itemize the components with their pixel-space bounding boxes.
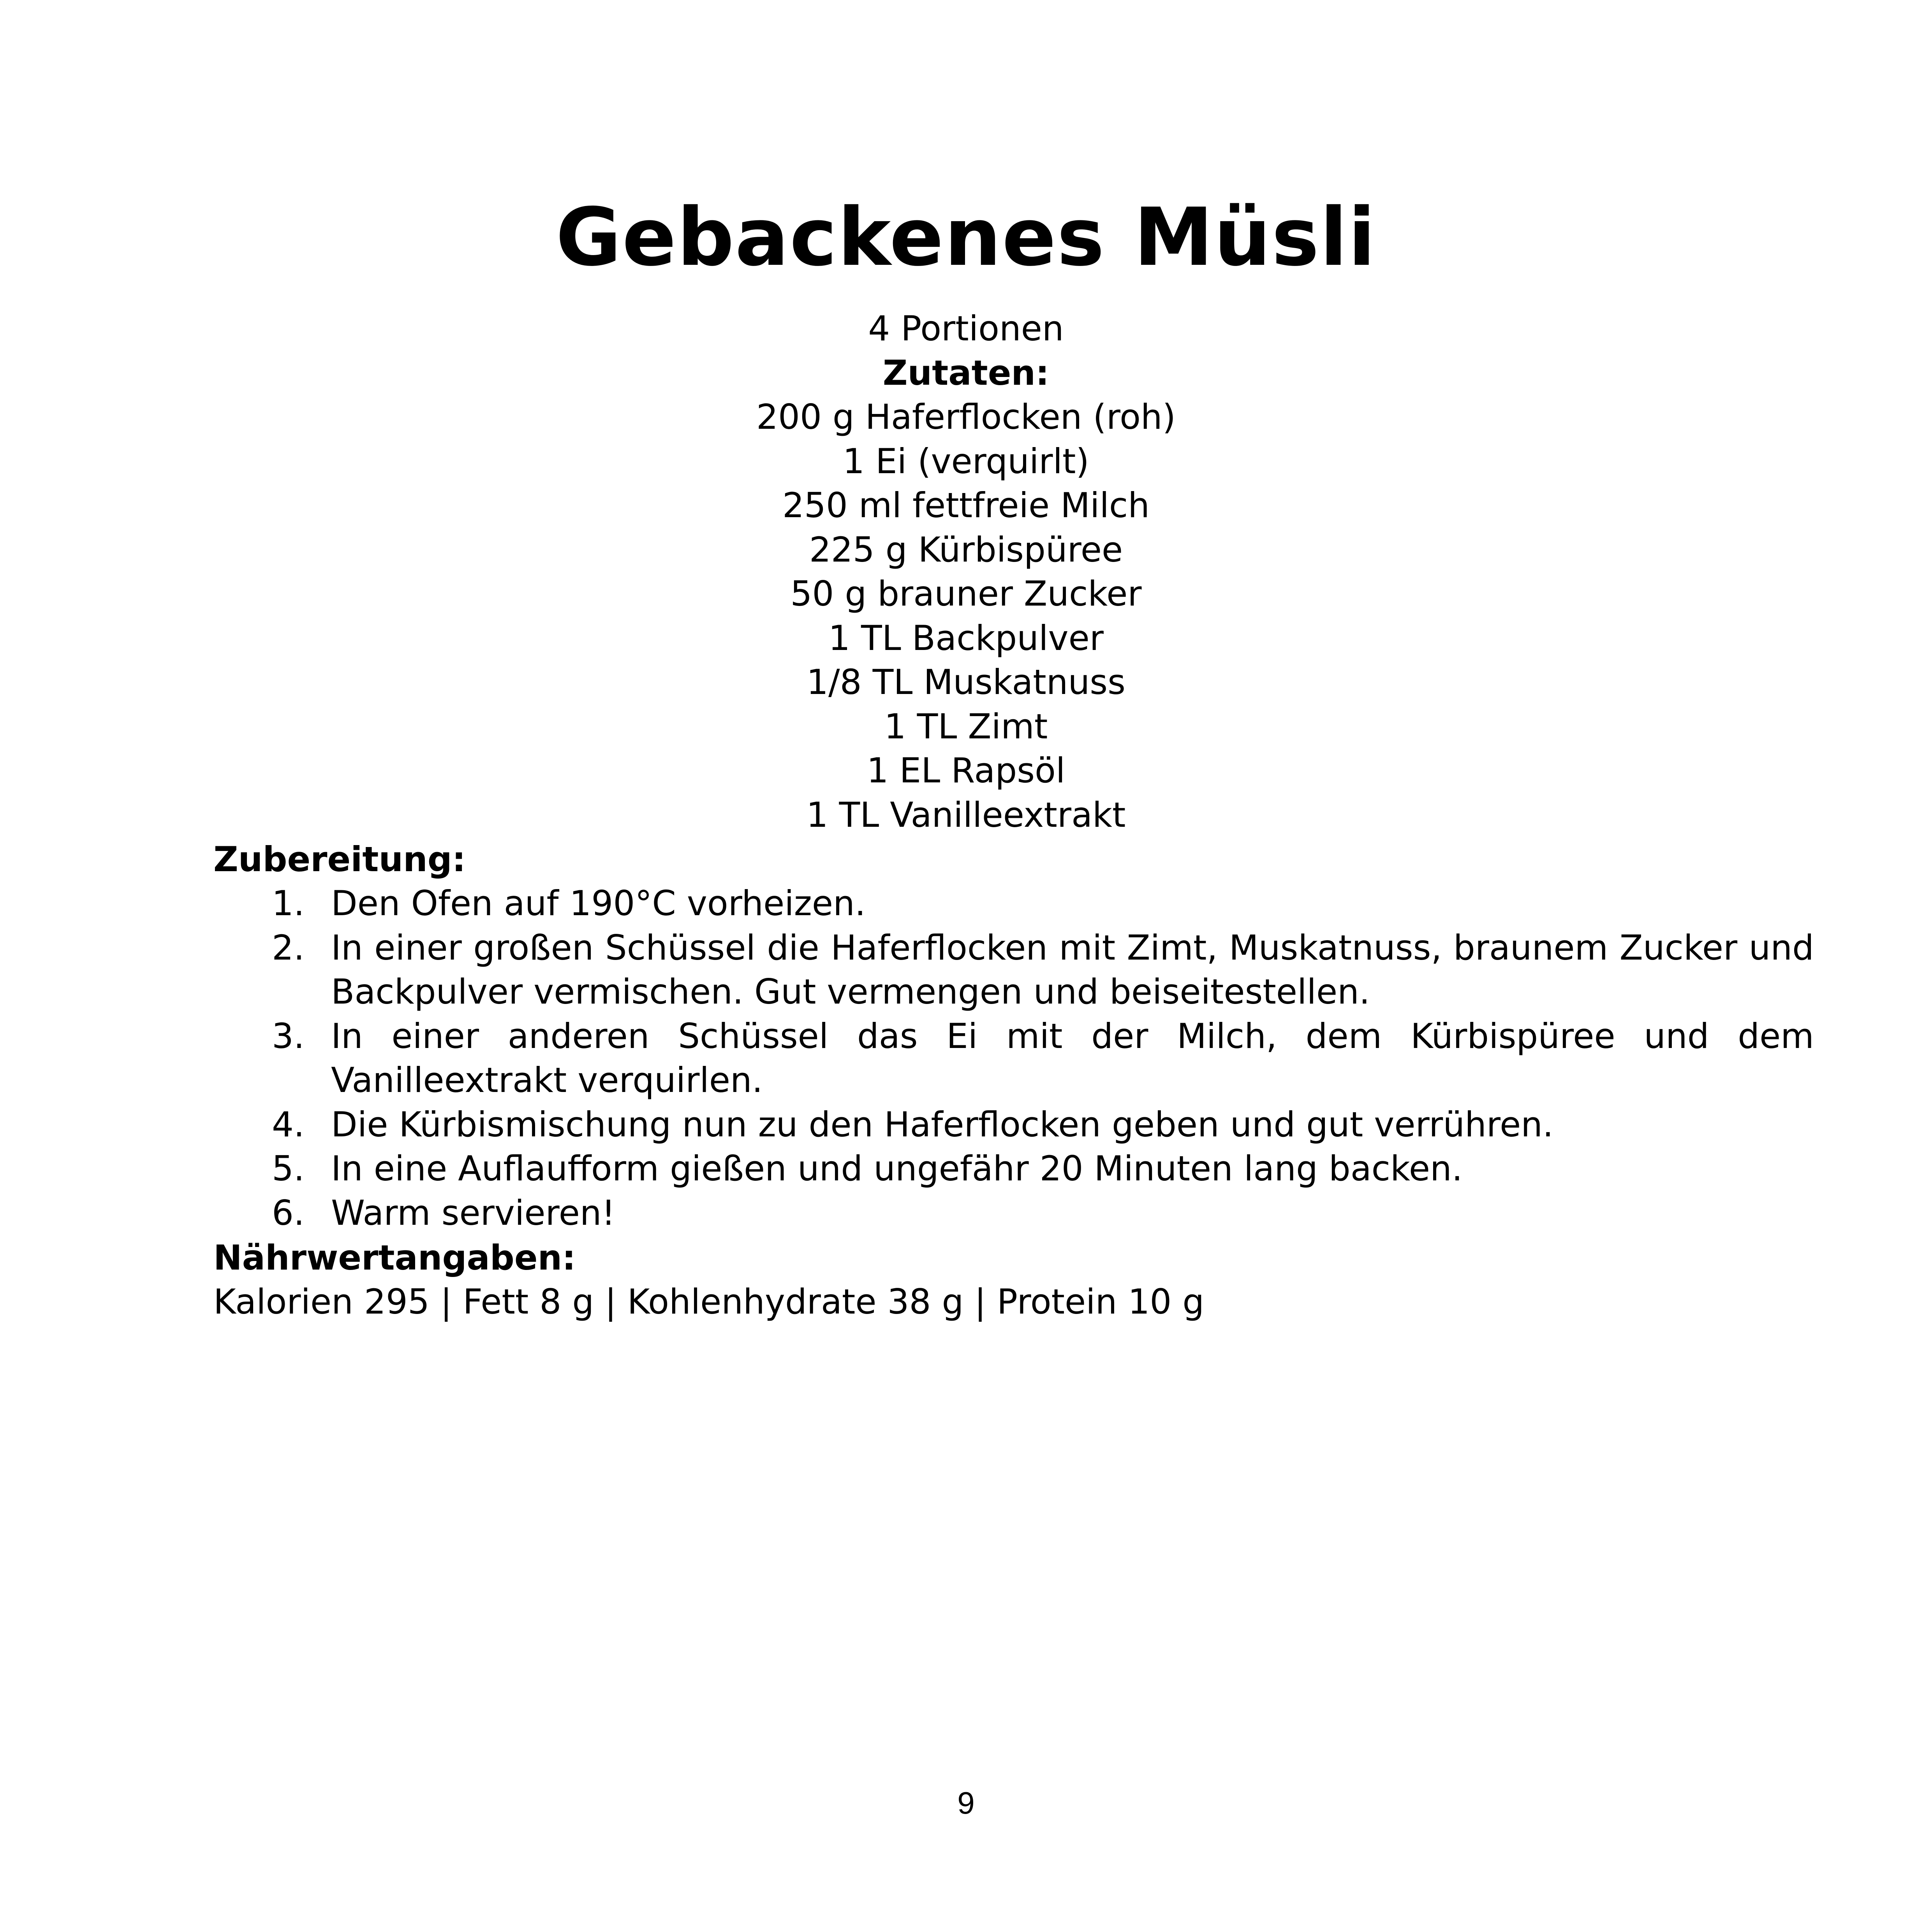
step-number: 5. xyxy=(272,1148,305,1189)
ingredient-item: 1 TL Vanilleextrakt xyxy=(806,794,1126,835)
step-text: In einer anderen Schüssel das Ei mit der Milch, dem Kürbispüree und dem Vanilleextrakt verquirlen. xyxy=(331,1016,1814,1100)
ingredients-heading: Zutaten: xyxy=(882,352,1050,393)
servings: 4 Portionen xyxy=(868,308,1064,349)
ingredient-item: 1/8 TL Muskatnuss xyxy=(807,662,1125,702)
ingredient-item: 250 ml fettfreie Milch xyxy=(782,485,1150,525)
preparation-steps xyxy=(213,881,1814,1235)
step-item xyxy=(213,1147,1814,1191)
recipe-title: Gebackenes Müsli xyxy=(556,191,1376,284)
step-text: Warm servieren! xyxy=(331,1192,615,1233)
ingredient-item: 50 g brauner Zucker xyxy=(790,574,1142,614)
step-number: 6. xyxy=(272,1192,305,1233)
step-number: 2. xyxy=(272,927,305,968)
ingredients-section xyxy=(0,306,1932,837)
step-number: 4. xyxy=(272,1104,305,1145)
page-number: 9 xyxy=(957,1786,975,1820)
step-item xyxy=(213,1102,1814,1147)
step-number: 3. xyxy=(272,1016,305,1056)
ingredient-item: 1 EL Rapsöl xyxy=(866,750,1066,791)
ingredient-item: 1 Ei (verquirlt) xyxy=(843,441,1089,481)
step-text: Die Kürbismischung nun zu den Haferflocken geben und gut verrühren. xyxy=(331,1104,1553,1145)
preparation-heading: Zubereitung: xyxy=(213,839,466,879)
step-text: Den Ofen auf 190°C vorheizen. xyxy=(331,883,866,923)
step-number: 1. xyxy=(272,883,305,923)
ingredient-item: 1 TL Zimt xyxy=(884,706,1048,747)
ingredient-item: 1 TL Backpulver xyxy=(828,618,1104,658)
step-item xyxy=(213,881,1814,926)
step-text: In einer großen Schüssel die Haferflocken mit Zimt, Muskatnuss, braunem Zucker und Backpulver vermischen. Gut vermengen und beiseitestellen. xyxy=(331,927,1814,1012)
ingredient-item: 225 g Kürbispüree xyxy=(809,529,1123,570)
nutrition-heading: Nährwertangaben: xyxy=(213,1238,576,1278)
ingredient-item: 200 g Haferflocken (roh) xyxy=(756,397,1176,437)
nutrition-facts: Kalorien 295 | Fett 8 g | Kohlenhydrate 38 g | Protein 10 g xyxy=(213,1282,1205,1322)
step-item xyxy=(213,1191,1814,1235)
step-item xyxy=(213,1014,1814,1102)
step-item xyxy=(213,926,1814,1014)
step-text: In eine Auflaufform gießen und ungefähr 20 Minuten lang backen. xyxy=(331,1148,1463,1189)
